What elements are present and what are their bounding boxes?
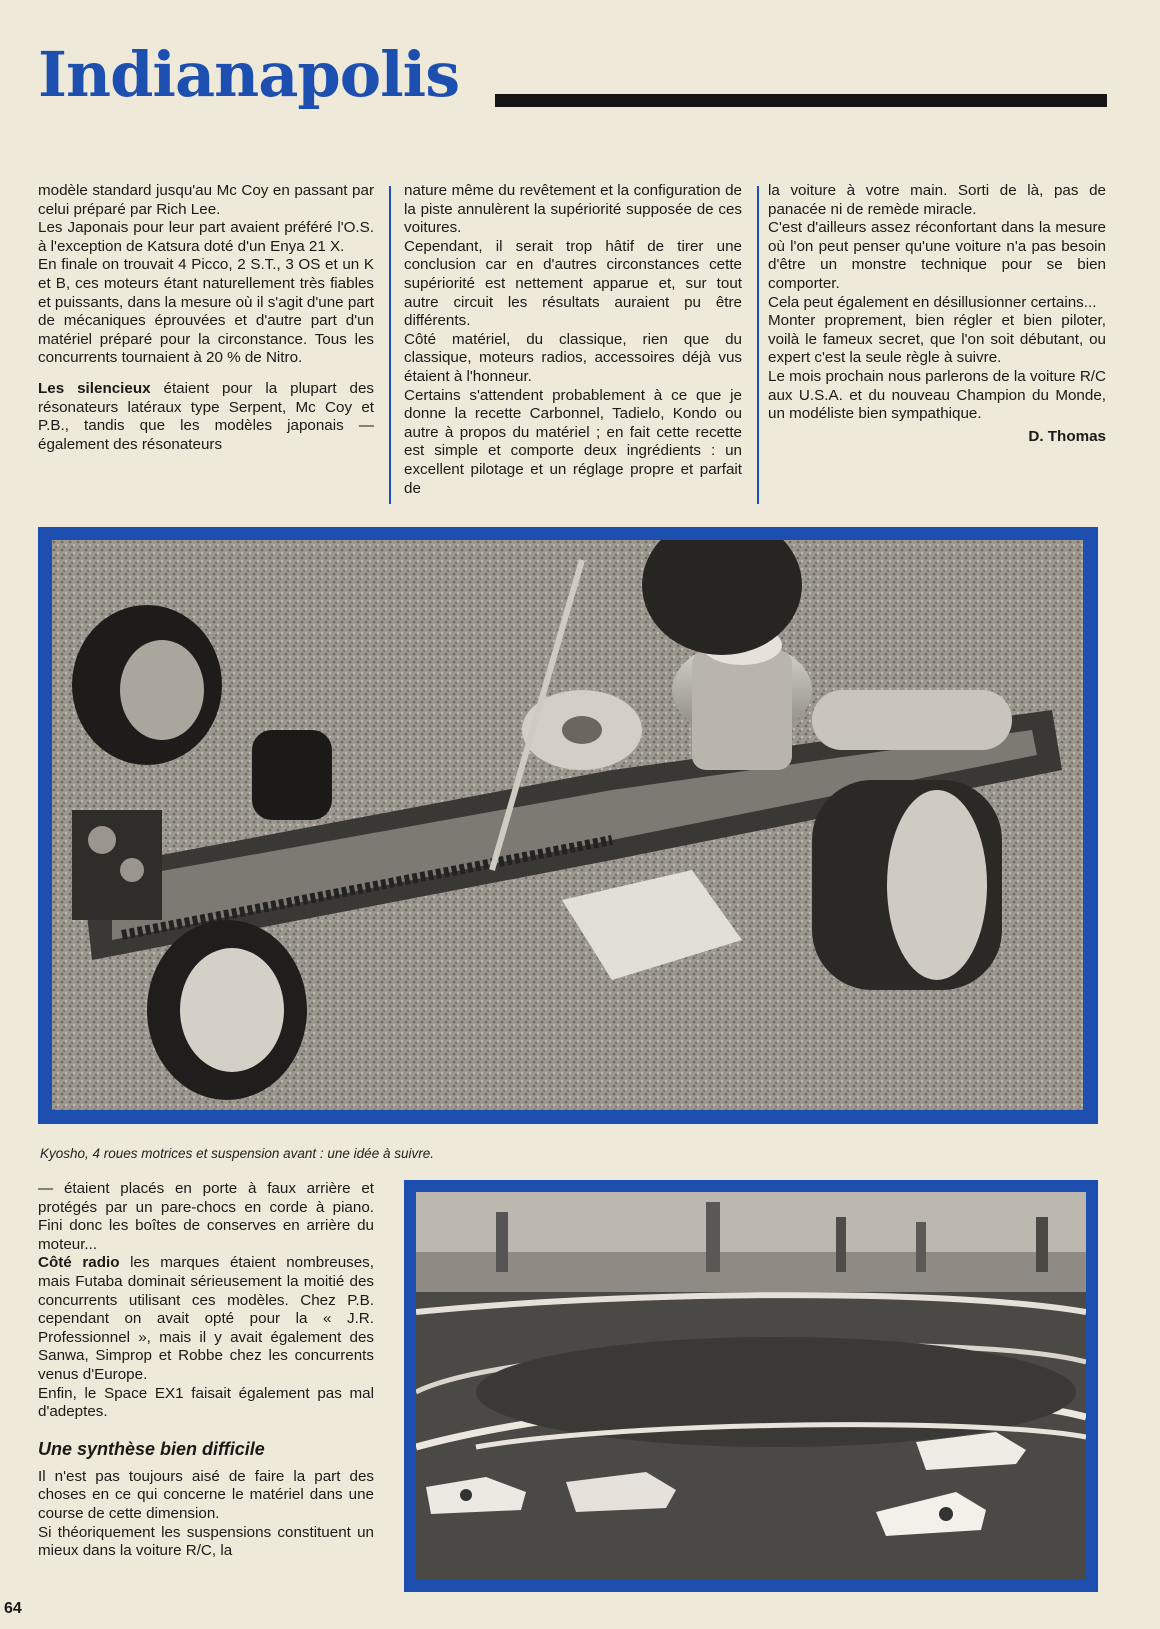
col1-paragraph-4 [38, 380, 374, 454]
col2-paragraph-1: nature même du revêtement et la configuration de la piste annulèrent la supériorité supposée de ces voitures. [404, 182, 742, 237]
col4-paragraph-2-text: les marques étaient nombreuses, mais Futaba dominait sérieusement la moitié des concurrents utilisant ces modèles. Chez P.B. cependant on avait opté pour la « J.R. Professionnel », mais il y avait également des Sanwa, Simprop et Robbe chez les concurrents venus d'Europe. [38, 1254, 374, 1383]
photo-kyosho-image [52, 540, 1083, 1110]
col4-paragraph-4: Il n'est pas toujours aisé de faire la part des choses en ce qui concerne le matériel dans une course de cette dimension. [38, 1467, 374, 1522]
col4-paragraph-3: Enfin, le Space EX1 faisait également pas mal d'adeptes. [38, 1384, 374, 1421]
column-rule-1 [389, 186, 391, 504]
col3-paragraph-4: Monter proprement, bien régler et bien piloter, voilà le fameux secret, que l'on soit débutant, ou expert c'est la seule règle à suivre. [768, 312, 1106, 367]
col1-paragraph-3: En finale on trouvait 4 Picco, 2 S.T., 3 OS et un K et B, ces moteurs étant naturellement très fiables et puissants, dans la mesure où il s'agit d'une part de mécaniques éprouvées et d'autre part d'un matériel préparé pour la circonstance. Tous les concurrents tournaient à 20 % de Nitro. [38, 256, 374, 367]
column-1 [38, 182, 374, 454]
column-rule-2 [757, 186, 759, 504]
photo-kyosho-caption: Kyosho, 4 roues motrices et suspension avant : une idée à suivre. [40, 1146, 434, 1161]
col2-paragraph-4: Certains s'attendent probablement à ce que je donne la recette Carbonnel, Tadielo, Kondo ou autre à propos du matériel ; en fait cette recette est simple et comporte deux ingrédients : un excellent pilotage et un réglage propre et parfait de [404, 386, 742, 497]
photo-race-track-image [416, 1192, 1086, 1580]
title-rule [495, 94, 1107, 107]
column-2 [404, 182, 742, 498]
col3-paragraph-1: la voiture à votre main. Sorti de là, pas de panacée ni de remède miracle. [768, 182, 1106, 218]
col4-paragraph-1: — étaient placés en porte à faux arrière et protégés par un pare-chocs en corde à piano. Fini donc les boîtes de conserves en arrière du moteur... [38, 1180, 374, 1253]
col3-paragraph-5: Le mois prochain nous parlerons de la voiture R/C aux U.S.A. et du nouveau Champion du Monde, un modéliste bien sympathique. [768, 367, 1106, 423]
col1-paragraph-1: modèle standard jusqu'au Mc Coy en passant par celui préparé par Rich Lee. [38, 182, 374, 218]
col4-paragraph-5: Si théoriquement les suspensions constituent un mieux dans la voiture R/C, la [38, 1523, 374, 1560]
col3-paragraph-3: Cela peut également en désillusionner certains... [768, 293, 1097, 311]
col4-lead-cote-radio: Côté radio [38, 1254, 120, 1272]
photo-kyosho-chassis [38, 527, 1098, 1124]
col4-paragraph-2 [38, 1254, 374, 1384]
col2-paragraph-3: Côté matériel, du classique, rien que du classique, moteurs radios, accessoires déjà vus étaient à l'honneur. [404, 330, 742, 385]
col2-paragraph-2: Cependant, il serait trop hâtif de tirer une conclusion car en d'autres circonstances cette supériorité est nettement apparue et, sur tout autre circuit les résultats auraient pu être différents. [404, 237, 742, 330]
column-3 [768, 182, 1106, 446]
col1-paragraph-2: Les Japonais pour leur part avaient préféré l'O.S. à l'exception de Katsura doté d'un Enya 21 X. [38, 219, 374, 255]
photo-race-track [404, 1180, 1098, 1592]
page-number: 64 [4, 1600, 22, 1617]
col3-paragraph-2: C'est d'ailleurs assez réconfortant dans la mesure où l'on peut penser qu'une voiture n'a pas besoin d'être un monstre technique pour se bien comporter. [768, 219, 1106, 292]
article-title: Indianapolis [38, 38, 460, 111]
section-subheading: Une synthèse bien difficile [38, 1438, 265, 1459]
column-4 [38, 1180, 374, 1561]
col1-paragraph-4-text: étaient pour la plupart des résonateurs latéraux type Serpent, Mc Coy et P.B., tandis que les modèles japonais — également des résonateurs [38, 379, 374, 453]
author-signature: D. Thomas [1028, 427, 1106, 445]
col1-lead-silencieux: Les silencieux [38, 379, 151, 397]
